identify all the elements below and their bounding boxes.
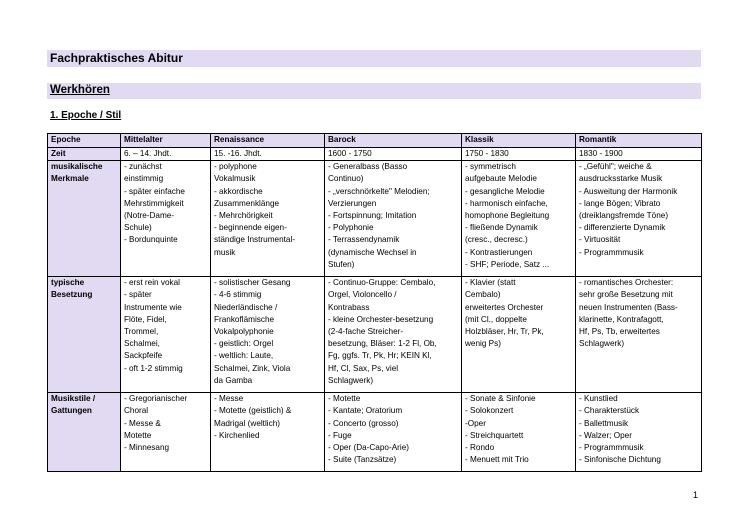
cell-line: - Sinfonische Dichtung <box>579 455 661 465</box>
cell-line: Vokalmusik <box>214 174 256 184</box>
cell-line: - SHF; Periode, Satz ... <box>465 259 550 269</box>
cell-line: Hf, Cl, Sax, Ps, viel <box>328 363 399 373</box>
cell-line: (dynamische Wechsel in <box>328 247 417 257</box>
cell-line: - Suite (Tanzsätze) <box>328 455 397 465</box>
cell-line: - Walzer; Oper <box>579 430 632 440</box>
cell-line: Frankoflämische <box>214 314 275 324</box>
gattungen-label <box>48 393 121 472</box>
cell-line: - romantisches Orchester: <box>579 278 674 288</box>
cell-line: - geistlich: Orgel <box>214 339 274 349</box>
cell-line: - Minnesang <box>124 443 170 453</box>
gattungen-label-line: Gattungen <box>51 406 92 416</box>
page-number: 1 <box>693 490 699 500</box>
cell-line: - weltlich: Laute, <box>214 351 274 361</box>
cell-line: Cembalo) <box>465 290 501 300</box>
merkmale-label-line: musikalische <box>51 162 103 172</box>
cell-line: (2-4-fache Streicher- <box>328 327 404 337</box>
merkmale-klassik <box>462 161 576 277</box>
table-header-row <box>48 134 702 148</box>
cell-line: da Gamba <box>214 375 253 385</box>
cell-line: - Charakterstück <box>579 406 640 416</box>
cell-line: - polyphone <box>214 162 257 172</box>
cell-line: - „verschnörkelte" Melodien; <box>328 186 430 196</box>
cell-line: Trommel, <box>124 327 159 337</box>
subtitle-band <box>47 83 701 99</box>
cell-line: neuen Instrumenten (Bass- <box>579 302 678 312</box>
table-row-merkmale <box>48 161 702 277</box>
gattungen-mittelalter <box>121 393 211 472</box>
cell-line: Flöte, Fidel, <box>124 314 167 324</box>
cell-line: einstimmig <box>124 174 164 184</box>
gattungen-label-line: Musikstile / <box>51 394 96 404</box>
cell-line: Holzbläser, Hr, Tr, Pk, <box>465 327 544 337</box>
header-romantik: Romantik <box>576 134 702 148</box>
cell-line: - später einfache <box>124 186 185 196</box>
cell-line: - Motette <box>328 394 361 404</box>
besetzung-barock <box>325 277 462 393</box>
zeit-label: Zeit <box>48 148 121 161</box>
cell-line: - gesangliche Melodie <box>465 186 545 196</box>
cell-line: - Kantate; Oratorium <box>328 406 403 416</box>
cell-line: - Sonate & Sinfonie <box>465 394 536 404</box>
cell-line: - Streichquartett <box>465 430 524 440</box>
cell-line: - Programmmusik <box>579 443 644 453</box>
cell-line: Schalmei, Zink, Viola <box>214 363 291 373</box>
zeit-klassik: 1750 - 1830 <box>462 148 576 161</box>
cell-line: Vokalpolyphonie <box>214 327 274 337</box>
cell-line: Motette <box>124 430 152 440</box>
cell-line: - Kontrastierungen <box>465 247 533 257</box>
gattungen-renaissance <box>211 393 325 472</box>
epoch-table <box>47 133 702 472</box>
cell-line: - kleine Orchester-besetzung <box>328 314 434 324</box>
cell-line: - Ausweitung der Harmonik <box>579 186 678 196</box>
header-mittelalter: Mittelalter <box>121 134 211 148</box>
besetzung-romantik <box>576 277 702 393</box>
cell-line: - harmonisch einfache, <box>465 198 548 208</box>
cell-line: (cresc., decresc.) <box>465 235 528 245</box>
header-klassik: Klassik <box>462 134 576 148</box>
besetzung-mittelalter <box>121 277 211 393</box>
zeit-mittelalter: 6. – 14. Jhdt. <box>121 148 211 161</box>
cell-line: Orgel, Violoncello / <box>328 290 397 300</box>
besetzung-klassik <box>462 277 576 393</box>
cell-line: - Fuge <box>328 430 352 440</box>
document-title: Fachpraktisches Abitur <box>50 51 183 65</box>
merkmale-renaissance <box>211 161 325 277</box>
cell-line: - solistischer Gesang <box>214 278 291 288</box>
gattungen-romantik <box>576 393 702 472</box>
cell-line: - akkordische <box>214 186 263 196</box>
cell-line: Choral <box>124 406 149 416</box>
cell-line: Sackpfeife <box>124 351 163 361</box>
cell-line: ständige Instrumental- <box>214 235 296 245</box>
cell-line: - erst rein vokal <box>124 278 180 288</box>
besetzung-label <box>48 277 121 393</box>
cell-line: Kontrabass <box>328 302 370 312</box>
cell-line: - oft 1-2 stimmig <box>124 363 183 373</box>
cell-line: - Messe & <box>124 418 161 428</box>
header-renaissance: Renaissance <box>211 134 325 148</box>
cell-line: - lange Bögen; Vibrato <box>579 198 661 208</box>
zeit-romantik: 1830 - 1900 <box>576 148 702 161</box>
document-subtitle: Werkhören <box>50 84 110 96</box>
cell-line: - „Gefühl"; weiche & <box>579 162 652 172</box>
cell-line: - beginnende eigen- <box>214 223 287 233</box>
besetzung-renaissance <box>211 277 325 393</box>
besetzung-label-line: typische <box>51 278 85 288</box>
besetzung-label-line: Besetzung <box>51 290 93 300</box>
cell-line: Schlagwerk) <box>328 375 374 385</box>
merkmale-romantik <box>576 161 702 277</box>
cell-line: - symmetrisch <box>465 162 516 172</box>
merkmale-barock <box>325 161 462 277</box>
cell-line: - 4-6 stimmig <box>214 290 262 300</box>
title-band <box>47 50 701 67</box>
cell-line: Instrumente wie <box>124 302 182 312</box>
cell-line: Hf, Ps, Tb, erweitertes <box>579 327 660 337</box>
zeit-renaissance: 15. -16. Jhdt. <box>211 148 325 161</box>
header-epoche: Epoche <box>48 134 121 148</box>
cell-line: (dreiklangsfremde Töne) <box>579 211 669 221</box>
cell-line: - später <box>124 290 152 300</box>
cell-line: sehr große Besetzung mit <box>579 290 673 300</box>
cell-line: erweitertes Orchester <box>465 302 544 312</box>
cell-line: - fließende Dynamik <box>465 223 538 233</box>
cell-line: - Mehrchörigkeit <box>214 211 273 221</box>
cell-line: - Bordunquinte <box>124 235 178 245</box>
cell-line: - Rondo <box>465 443 495 453</box>
cell-line: - Virtuosität <box>579 235 621 245</box>
cell-line: Verzierungen <box>328 198 377 208</box>
cell-line: Continuo) <box>328 174 364 184</box>
cell-line: musik <box>214 247 236 257</box>
cell-line: homophone Begleitung <box>465 211 550 221</box>
cell-line: - Motette (geistlich) & <box>214 406 292 416</box>
cell-line: klarinette, Kontrafagott, <box>579 314 664 324</box>
cell-line: - Continuo-Gruppe: Cembalo, <box>328 278 436 288</box>
cell-line: Zusammenklänge <box>214 198 280 208</box>
merkmale-mittelalter <box>121 161 211 277</box>
cell-line: - Oper (Da-Capo-Arie) <box>328 443 409 453</box>
cell-line: - zunächst <box>124 162 162 172</box>
cell-line: - Ballettmusik <box>579 418 629 428</box>
cell-line: Mehrstimmigkeit <box>124 198 184 208</box>
cell-line: -Oper <box>465 418 486 428</box>
cell-line: besetzung, Bläser: 1-2 Fl, Ob, <box>328 339 437 349</box>
zeit-barock: 1600 - 1750 <box>325 148 462 161</box>
cell-line: - Klavier (statt <box>465 278 516 288</box>
cell-line: - Menuett mit Trio <box>465 455 529 465</box>
cell-line: - Programmmusik <box>579 247 644 257</box>
gattungen-barock <box>325 393 462 472</box>
cell-line: Madrigal (weltlich) <box>214 418 280 428</box>
gattungen-klassik <box>462 393 576 472</box>
cell-line: Schlagwerk) <box>579 339 625 349</box>
cell-line: Schalmei, <box>124 339 160 349</box>
cell-line: - Concerto (grosso) <box>328 418 399 428</box>
cell-line: Stufen) <box>328 259 355 269</box>
table-row-gattungen <box>48 393 702 472</box>
cell-line: - Kunstlied <box>579 394 618 404</box>
cell-line: wenig Ps) <box>465 339 501 349</box>
cell-line: - Terrassendynamik <box>328 235 400 245</box>
cell-line: Schule) <box>124 223 152 233</box>
cell-line: - differenzierte Dynamik <box>579 223 666 233</box>
cell-line: Fg, ggfs. Tr, Pk, Hr; KEIN Kl, <box>328 351 432 361</box>
header-barock: Barock <box>325 134 462 148</box>
cell-line: aufgebaute Melodie <box>465 174 537 184</box>
table-row-besetzung <box>48 277 702 393</box>
cell-line: (mit Cl., doppelte <box>465 314 527 324</box>
cell-line: - Gregorianischer <box>124 394 188 404</box>
cell-line: - Generalbass (Basso <box>328 162 408 172</box>
cell-line: - Messe <box>214 394 244 404</box>
cell-line: - Fortspinnung; Imitation <box>328 211 417 221</box>
cell-line: - Kirchenlied <box>214 430 260 440</box>
cell-line: ausdrucksstarke Musik <box>579 174 663 184</box>
cell-line: - Solokonzert <box>465 406 514 416</box>
merkmale-label-line: Merkmale <box>51 174 89 184</box>
section-heading: 1. Epoche / Stil <box>50 110 122 121</box>
cell-line: Niederländische / <box>214 302 278 312</box>
table-row-zeit <box>48 148 702 161</box>
cell-line: (Notre-Dame- <box>124 211 175 221</box>
merkmale-label <box>48 161 121 277</box>
cell-line: - Polyphonie <box>328 223 374 233</box>
